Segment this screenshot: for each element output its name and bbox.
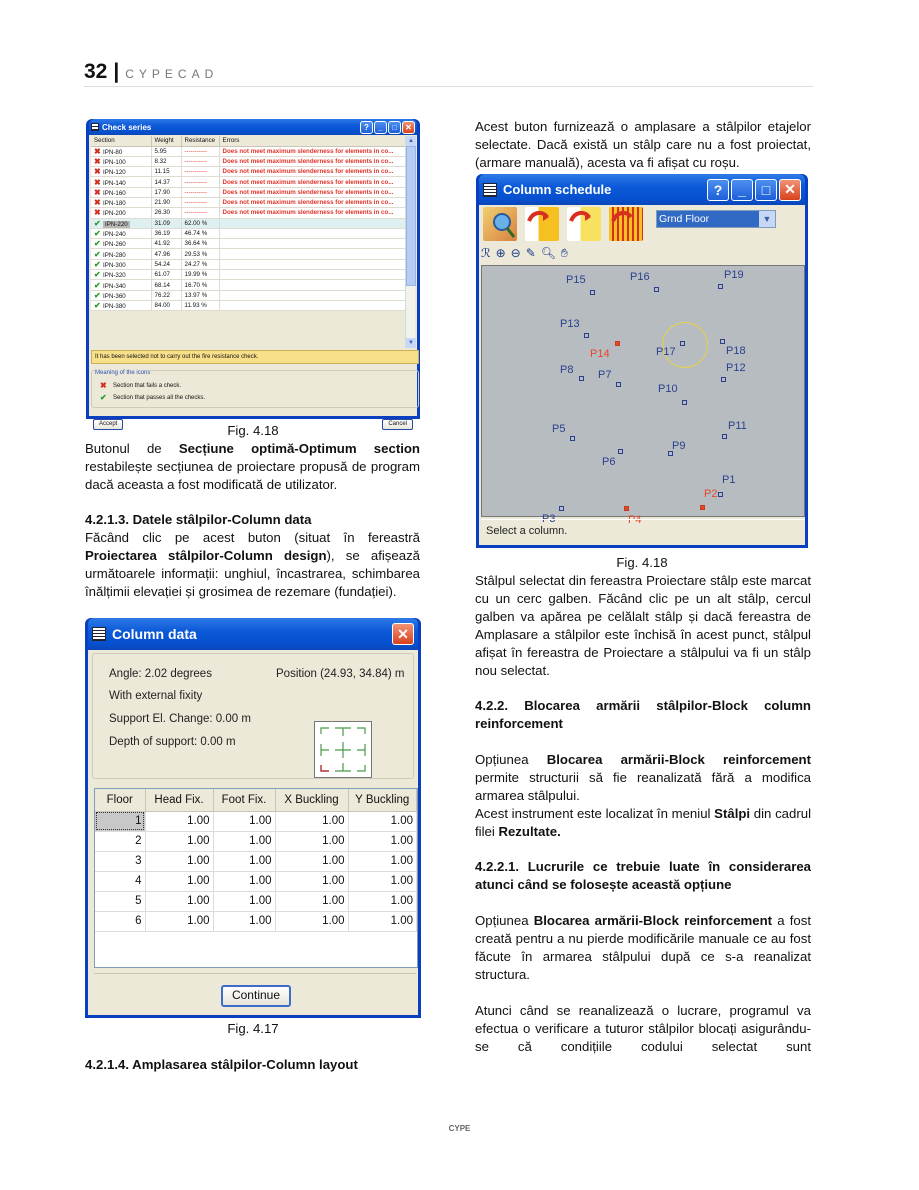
column-marker-icon[interactable] (618, 449, 623, 454)
weight-cell: 14.37 (151, 177, 181, 187)
scroll-up-arrow-icon[interactable]: ▲ (406, 136, 416, 146)
error-cell: Does not meet maximum slenderness for elements in co... (219, 156, 409, 166)
section-cell[interactable] (91, 156, 151, 166)
error-cell (219, 239, 409, 249)
section-cell[interactable] (91, 167, 151, 177)
bold-term: Proiectarea stâlpilor-Column design (85, 548, 327, 563)
section-name: IPN-300 (103, 261, 126, 269)
column-marker-icon[interactable] (559, 506, 564, 511)
table-icon (483, 183, 497, 197)
column-label[interactable]: P13 (560, 318, 580, 330)
y-buckling-cell[interactable]: 1.00 (348, 911, 417, 931)
resistance-cell: ----------- (181, 146, 219, 156)
maximize-button[interactable]: □ (755, 179, 777, 201)
text: din cadrul filei (475, 806, 811, 839)
table-row[interactable] (91, 300, 409, 310)
selection-circle (662, 322, 708, 368)
section-cell[interactable] (91, 270, 151, 280)
error-cell: Does not meet maximum slenderness for elements in co... (219, 197, 409, 207)
section-name: IPN-120 (103, 169, 126, 177)
foot-fix-cell[interactable]: 1.00 (213, 851, 275, 871)
y-buckling-cell[interactable]: 1.00 (348, 831, 417, 851)
resistance-cell: 16.70 % (181, 280, 219, 290)
main-toolbar (483, 207, 643, 241)
head-fix-cell[interactable]: 1.00 (145, 851, 213, 871)
column-schedule-titlebar (479, 174, 805, 205)
column-layout-plan[interactable] (481, 265, 805, 526)
column-info-panel (92, 653, 414, 779)
floor-cell[interactable]: 6 (95, 911, 145, 931)
column-marker-icon[interactable] (570, 436, 575, 441)
text: ), se afișează următoarele informații: unghiul, încastrarea, schimbarea înălțimii elevației și grosimea de rezemare (fundației). (85, 548, 420, 599)
column-label[interactable]: P9 (672, 440, 686, 452)
weight-cell: 36.19 (151, 228, 181, 238)
column-label[interactable]: P1 (722, 474, 736, 486)
column-label[interactable]: P19 (724, 269, 744, 281)
error-cell: Does not meet maximum slenderness for elements in co... (219, 146, 409, 156)
section-cell[interactable] (91, 197, 151, 207)
weight-cell: 61.07 (151, 270, 181, 280)
head-fix-cell[interactable]: 1.00 (145, 871, 213, 891)
weight-cell: 5.95 (151, 146, 181, 156)
continue-button[interactable]: Continue (221, 985, 291, 1007)
column-label[interactable]: P2 (704, 488, 718, 500)
section-name: IPN-140 (103, 179, 126, 187)
pass-check-icon: ✔ (94, 259, 101, 269)
table-row[interactable] (91, 249, 409, 259)
resistance-cell: ----------- (181, 177, 219, 187)
bold-term: Blocarea armării-Block reinforcement (533, 913, 773, 928)
fail-cross-icon: ✖ (94, 156, 101, 166)
check-series-table (91, 136, 409, 311)
page-number: 32 (84, 60, 108, 83)
col-header-errors[interactable]: Errors (219, 136, 409, 146)
section-heading-4214: 4.2.1.4. Amplasarea stâlpilor-Column layout (85, 1057, 358, 1072)
floor-cell[interactable]: 3 (95, 851, 145, 871)
column-label[interactable]: P5 (552, 423, 566, 435)
legend-fail-text: Section that fails a check. (113, 382, 182, 389)
weight-cell: 41.92 (151, 239, 181, 249)
column-label[interactable]: P3 (542, 513, 556, 525)
error-cell (219, 270, 409, 280)
section-name: IPN-200 (103, 210, 126, 218)
table-row[interactable] (91, 167, 409, 177)
legend-title: Meaning of the icons (95, 370, 151, 376)
text: restabilește secțiunea de proiectare propusă de program dacă aceasta a fost modificată de utilizator. (85, 459, 420, 492)
pass-check-icon: ✔ (94, 218, 101, 228)
section-name: IPN-160 (103, 189, 126, 197)
table-row[interactable] (95, 811, 417, 831)
head-fix-cell[interactable]: 1.00 (145, 831, 213, 851)
y-buckling-cell[interactable]: 1.00 (348, 811, 417, 831)
weight-cell: 47.96 (151, 249, 181, 259)
close-button[interactable]: ✕ (402, 121, 415, 134)
support-change-value: Support El. Change: 0.00 m (109, 713, 251, 725)
x-buckling-cell[interactable]: 1.00 (275, 871, 348, 891)
y-buckling-cell[interactable]: 1.00 (348, 891, 417, 911)
resistance-cell: 11.93 % (181, 300, 219, 310)
resistance-cell: ----------- (181, 156, 219, 166)
weight-cell: 21.90 (151, 197, 181, 207)
fixity-diagram-icon (314, 721, 372, 778)
error-cell: Does not meet maximum slenderness for elements in co... (219, 177, 409, 187)
error-cell: Does not meet maximum slenderness for elements in co... (219, 167, 409, 177)
col-header-foot-fix[interactable]: Foot Fix. (213, 789, 275, 811)
column-marker-icon[interactable] (584, 333, 589, 338)
paragraph-block-reinforcement (475, 751, 811, 841)
angle-value: Angle: 2.02 degrees (109, 668, 212, 680)
column-marker-icon[interactable] (680, 341, 685, 346)
table-icon (92, 627, 106, 641)
fixity-value: With external fixity (109, 690, 203, 702)
table-row[interactable] (91, 156, 409, 166)
section-name: IPN-220 (105, 220, 128, 228)
section-cell[interactable] (91, 228, 151, 238)
text: Acest instrument este localizat în meniul (475, 806, 715, 821)
cancel-button[interactable]: Cancel (382, 419, 413, 430)
paragraph-column-data (85, 529, 420, 601)
icon-legend (91, 370, 419, 408)
column-fixity-table (94, 788, 418, 968)
position-value: Position (24.93, 34.84) m (276, 668, 405, 680)
resistance-cell: ----------- (181, 187, 219, 197)
pan-hand-icon[interactable]: ✋︎ (561, 246, 568, 260)
error-cell (219, 249, 409, 259)
resistance-cell: ----------- (181, 197, 219, 207)
error-cell (219, 290, 409, 300)
fail-cross-icon: ✖ (94, 198, 101, 208)
check-series-window (86, 119, 420, 427)
pass-check-icon: ✔ (94, 301, 101, 311)
section-cell[interactable] (91, 249, 151, 259)
section-cell[interactable] (91, 187, 151, 197)
pencil-icon[interactable]: ✎ (525, 246, 536, 260)
col-header-floor[interactable]: Floor (95, 789, 145, 811)
column-marker-icon[interactable] (720, 339, 725, 344)
weight-cell: 26.30 (151, 208, 181, 218)
floor-cell[interactable]: 4 (95, 871, 145, 891)
scroll-thumb[interactable] (406, 146, 416, 286)
column-marker-icon[interactable] (682, 400, 687, 405)
help-button[interactable]: ? (360, 121, 373, 134)
pass-check-icon: ✔ (94, 270, 101, 280)
paragraph-reanalyze: Atunci când se reanalizează o lucrare, programul va efectua o verificare a tuturor stâlpilor blocați asigurându-se că condițiile codului selectat sunt (475, 1003, 811, 1054)
pass-check-icon: ✔ (94, 229, 101, 239)
figure-caption: Fig. 4.18 (227, 423, 279, 438)
accept-button[interactable]: Accept (93, 419, 123, 430)
table-row[interactable] (95, 911, 417, 931)
paragraph-selected-column: Stâlpul selectat din fereastra Proiectare stâlp este marcat cu un cerc galben. Făcând clic pe un alt stâlp, cercul galben va apărea pe celălalt stâlp și dacă fereastra de Amplasare a stâlpilor este închisă în acest punct, stâlpul afișat în fereastra de Proiectare a stâlpului va fi un stâlp nou selectat. (475, 573, 811, 678)
zoom-extents-icon[interactable]: ⊕ (495, 246, 506, 260)
column-label[interactable]: P4 (628, 514, 642, 526)
view-toolbar (481, 246, 568, 261)
head-fix-cell[interactable]: 1.00 (145, 891, 213, 911)
section-cell[interactable] (91, 280, 151, 290)
help-button[interactable]: ? (707, 179, 729, 201)
foot-fix-cell[interactable]: 1.00 (213, 911, 275, 931)
error-cell: Does not meet maximum slenderness for elements in co... (219, 208, 409, 218)
table-row[interactable] (95, 851, 417, 871)
section-heading-4221: 4.2.2.1. Lucrurile ce trebuie luate în considerarea atunci când se folosește această opțiune (475, 859, 811, 892)
column-schedule-window (476, 174, 808, 548)
floor-cell[interactable]: 5 (95, 891, 145, 911)
foot-fix-cell[interactable]: 1.00 (213, 891, 275, 911)
weight-cell: 11.15 (151, 167, 181, 177)
floor-select[interactable] (656, 210, 776, 228)
header-separator: | (113, 60, 120, 83)
weight-cell: 31.09 (151, 218, 181, 228)
zoom-window-icon[interactable]: 🔍︎ (540, 246, 556, 260)
foot-fix-cell[interactable]: 1.00 (213, 831, 275, 851)
text: permite structurii să fie reanalizată fără a modifica armarea stâlpului. (475, 770, 811, 803)
column-marker-icon[interactable] (590, 290, 595, 295)
pass-check-icon: ✔ (94, 239, 101, 249)
chevron-down-icon[interactable]: ▼ (759, 211, 775, 227)
vertical-scrollbar[interactable] (405, 136, 415, 348)
error-cell (219, 259, 409, 269)
pass-check-icon: ✔ (94, 290, 101, 300)
page-footer: CYPE (448, 1124, 471, 1133)
col-header-weight[interactable]: Weight (151, 136, 181, 146)
weight-cell: 76.22 (151, 290, 181, 300)
text: Făcând clic pe acest buton (situat în fereastră (85, 530, 420, 545)
check-series-body (89, 135, 417, 427)
column-data-titlebar (88, 618, 418, 650)
col-header-y-buckling[interactable]: Y Buckling (348, 789, 417, 811)
weight-cell: 17.90 (151, 187, 181, 197)
depth-of-support-value: Depth of support: 0.00 m (109, 736, 236, 748)
section-cell[interactable] (91, 177, 151, 187)
table-row[interactable] (95, 891, 417, 911)
header-rule (84, 86, 813, 87)
column-marker-icon[interactable] (700, 505, 705, 510)
section-cell[interactable] (91, 300, 151, 310)
weight-cell: 54.24 (151, 259, 181, 269)
column-marker-icon[interactable] (718, 284, 723, 289)
floor-cell[interactable]: 2 (95, 831, 145, 851)
error-cell (219, 280, 409, 290)
scroll-down-arrow-icon[interactable]: ▼ (406, 338, 416, 348)
column-marker-icon[interactable] (654, 287, 659, 292)
fail-cross-icon: ✖ (94, 177, 101, 187)
zoom-x2-icon[interactable]: ⊖ (510, 246, 521, 260)
section-cell[interactable] (91, 290, 151, 300)
column-data-window (85, 618, 421, 1018)
window-title: Column data (112, 626, 197, 642)
weight-cell: 8.32 (151, 156, 181, 166)
column-marker-icon[interactable] (668, 451, 673, 456)
error-cell (219, 218, 409, 228)
weight-cell: 84.00 (151, 300, 181, 310)
floor-cell[interactable]: 1 (95, 811, 145, 831)
table-row[interactable] (91, 146, 409, 156)
x-buckling-cell[interactable]: 1.00 (275, 851, 348, 871)
column-label[interactable]: P10 (658, 383, 678, 395)
col-header-section[interactable]: Section (91, 136, 151, 146)
resistance-cell: 36.64 % (181, 239, 219, 249)
text: Opțiunea (475, 752, 547, 767)
table-row[interactable] (91, 197, 409, 207)
section-name: IPN-240 (103, 231, 126, 239)
error-cell (219, 300, 409, 310)
table-row[interactable] (91, 187, 409, 197)
head-fix-cell[interactable]: 1.00 (145, 911, 213, 931)
resistance-cell: 46.74 % (181, 228, 219, 238)
group-reinforcement-icon[interactable] (609, 207, 643, 241)
error-cell: Does not meet maximum slenderness for elements in co... (219, 187, 409, 197)
table-row[interactable] (91, 208, 409, 218)
figure-caption: Fig. 4.17 (227, 1021, 279, 1036)
col-header-resistance[interactable]: Resistance (181, 136, 219, 146)
resistance-cell: 29.53 % (181, 249, 219, 259)
check-series-titlebar (89, 119, 417, 135)
bold-term: Blocarea armării-Block reinforcement (546, 752, 811, 767)
figure-caption: Fig. 4.18 (616, 555, 668, 570)
section-cell[interactable] (91, 146, 151, 156)
table-row[interactable] (91, 239, 409, 249)
section-name: IPN-340 (103, 282, 126, 290)
column-label[interactable]: P8 (560, 364, 574, 376)
column-label[interactable]: P7 (598, 369, 612, 381)
section-name: IPN-380 (103, 303, 126, 311)
section-name: IPN-280 (103, 251, 126, 259)
x-buckling-cell[interactable]: 1.00 (275, 811, 348, 831)
section-cell[interactable] (91, 239, 151, 249)
resistance-cell: 13.97 % (181, 290, 219, 300)
copy-reinforcement-icon[interactable] (567, 207, 601, 241)
redraw-icon[interactable]: ℛ (481, 246, 491, 260)
table-row[interactable] (91, 177, 409, 187)
divider (94, 973, 416, 974)
y-buckling-cell[interactable]: 1.00 (348, 871, 417, 891)
column-marker-icon[interactable] (579, 376, 584, 381)
pass-check-icon: ✔ (94, 280, 101, 290)
table-icon (91, 123, 99, 131)
col-header-x-buckling[interactable]: X Buckling (275, 789, 348, 811)
close-button[interactable]: ✕ (392, 623, 414, 645)
section-name: IPN-80 (103, 148, 123, 156)
fail-cross-icon: ✖ (94, 208, 101, 218)
column-label[interactable]: P18 (726, 345, 746, 357)
table-row[interactable] (95, 871, 417, 891)
table-row[interactable] (95, 831, 417, 851)
table-row[interactable] (91, 259, 409, 269)
section-heading-4213: 4.2.1.3. Datele stâlpilor-Column data (85, 512, 312, 527)
window-title: Check series (102, 122, 152, 132)
foot-fix-cell[interactable]: 1.00 (213, 871, 275, 891)
weight-cell: 68.14 (151, 280, 181, 290)
minimize-button[interactable]: _ (731, 179, 753, 201)
section-name: IPN-260 (103, 241, 126, 249)
pass-check-icon: ✔ (100, 393, 107, 402)
table-row[interactable] (91, 228, 409, 238)
resistance-cell: 19.99 % (181, 270, 219, 280)
floor-select-value: Grnd Floor (657, 211, 759, 227)
paragraph-option-purpose (475, 912, 811, 984)
pass-check-icon: ✔ (94, 249, 101, 259)
minimize-button[interactable]: _ (374, 121, 387, 134)
column-data-body (88, 650, 418, 1015)
column-label[interactable]: P17 (656, 346, 676, 358)
y-buckling-cell[interactable]: 1.00 (348, 851, 417, 871)
column-label[interactable]: P16 (630, 271, 650, 283)
table-row[interactable] (91, 290, 409, 300)
text: Opțiunea (475, 913, 534, 928)
bold-term: Rezultate. (498, 824, 561, 839)
fail-cross-icon: ✖ (94, 146, 101, 156)
section-name: IPN-320 (103, 272, 126, 280)
fail-cross-icon: ✖ (94, 167, 101, 177)
resistance-cell: 62.00 % (181, 218, 219, 228)
resistance-cell: ----------- (181, 208, 219, 218)
column-label[interactable]: P15 (566, 274, 586, 286)
col-header-head-fix[interactable]: Head Fix. (145, 789, 213, 811)
head-fix-cell[interactable]: 1.00 (145, 811, 213, 831)
column-marker-icon[interactable] (615, 341, 620, 346)
error-cell (219, 228, 409, 238)
fire-resistance-notice: It has been selected not to carry out the fire resistance check. (91, 350, 419, 364)
x-buckling-cell[interactable]: 1.00 (275, 891, 348, 911)
column-label[interactable]: P12 (726, 362, 746, 374)
column-label[interactable]: P14 (590, 348, 610, 360)
section-cell[interactable] (91, 218, 151, 228)
table-row[interactable] (91, 280, 409, 290)
resistance-cell: ----------- (181, 167, 219, 177)
paragraph-optimum-section (85, 440, 420, 494)
column-marker-icon[interactable] (721, 377, 726, 382)
resistance-cell: 24.27 % (181, 259, 219, 269)
edit-reinforcement-icon[interactable] (525, 207, 559, 241)
window-title: Column schedule (503, 182, 612, 197)
section-heading-422: 4.2.2. Blocarea armării stâlpilor-Block column reinforcement (475, 698, 811, 731)
legend-pass-text: Section that passes all the checks. (113, 394, 206, 401)
status-bar: Select a column. (481, 519, 805, 541)
section-cell[interactable] (91, 208, 151, 218)
column-marker-icon[interactable] (624, 506, 629, 511)
fail-cross-icon: ✖ (94, 187, 101, 197)
fail-cross-icon: ✖ (100, 381, 107, 390)
page-header (84, 60, 218, 84)
column-marker-icon[interactable] (718, 492, 723, 497)
paragraph-intro: Acest buton furnizează o amplasare a stâlpilor etajelor selectate. Dacă există un stâlp care nu a fost proiectat, (armare manuală), acesta va fi afișat cu roșu. (475, 119, 811, 170)
column-marker-icon[interactable] (616, 382, 621, 387)
x-buckling-cell[interactable]: 1.00 (275, 831, 348, 851)
section-name: IPN-360 (103, 292, 126, 300)
close-button[interactable]: ✕ (779, 179, 801, 201)
bold-term: Secțiune optimă-Optimum section (178, 441, 420, 456)
column-schedule-body (479, 205, 805, 545)
section-cell[interactable] (91, 259, 151, 269)
text: Butonul de (85, 441, 179, 456)
section-name: IPN-180 (103, 200, 126, 208)
table-row[interactable] (91, 270, 409, 280)
inspect-column-icon[interactable] (483, 207, 517, 241)
x-buckling-cell[interactable]: 1.00 (275, 911, 348, 931)
text: a fost creată pentru a nu pierde modificările manuale ce au fost făcute în armarea stâlpului după ce s-a reanalizat structura. (475, 913, 812, 982)
column-label[interactable]: P11 (728, 420, 747, 432)
bold-term: Stâlpi (714, 806, 751, 821)
foot-fix-cell[interactable]: 1.00 (213, 811, 275, 831)
section-name: IPN-100 (103, 158, 126, 166)
maximize-button[interactable]: □ (388, 121, 401, 134)
column-label[interactable]: P6 (602, 456, 616, 468)
table-row[interactable] (91, 218, 409, 228)
header-brand: CYPECAD (125, 67, 219, 81)
column-marker-icon[interactable] (722, 434, 727, 439)
